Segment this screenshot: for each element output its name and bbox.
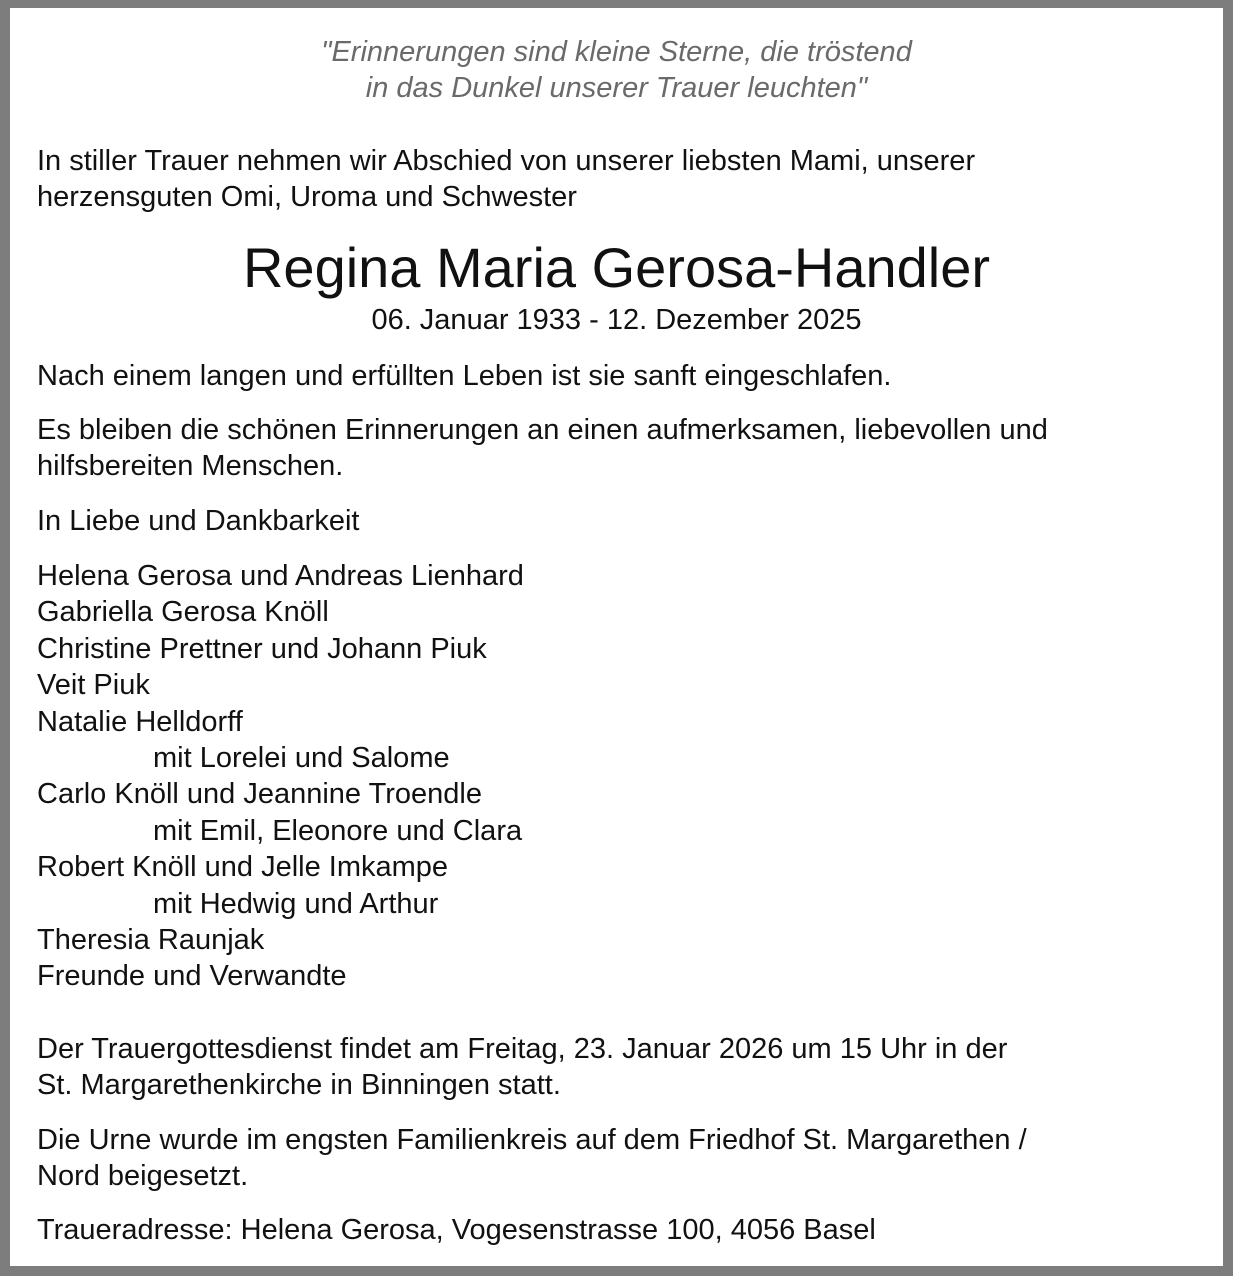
mourner-children-entry: mit Hedwig und Arthur <box>153 887 439 920</box>
mourner-children-entry: mit Lorelei und Salome <box>153 741 450 774</box>
urn-line: Nord beigesetzt. <box>37 1160 249 1192</box>
service-line: St. Margarethenkirche in Binningen statt. <box>37 1069 561 1101</box>
memorial-quote <box>0 34 1233 106</box>
mourner-entry: Theresia Raunjak <box>37 923 265 956</box>
mourner-entry: Veit Piuk <box>37 669 150 702</box>
life-dates: 06. Januar 1933 - 12. Dezember 2025 <box>371 304 862 336</box>
mourner-entry: Carlo Knöll und Jeannine Troendle <box>37 778 482 811</box>
urn-line: Die Urne wurde im engsten Familienkreis auf dem Friedhof St. Margarethen / <box>37 1124 1027 1156</box>
quote-line: "Erinnerungen sind kleine Sterne, die tröstend <box>321 36 912 68</box>
mourner-entry: Freunde und Verwandte <box>37 960 347 993</box>
mourner-entry: Helena Gerosa und Andreas Lienhard <box>37 560 524 592</box>
mourner-entry: Natalie Helldorff <box>37 705 243 738</box>
mourners-list <box>37 558 524 995</box>
mourner-entry: Gabriella Gerosa Knöll <box>37 596 329 629</box>
farewell-paragraph: Nach einem langen und erfüllten Leben ist sie sanft eingeschlafen. <box>37 360 892 392</box>
service-paragraph <box>37 1031 1007 1103</box>
intro-line: In stiller Trauer nehmen wir Abschied von unserer liebsten Mami, unserer <box>37 145 976 177</box>
intro-paragraph <box>37 143 975 215</box>
intro-line: herzensguten Omi, Uroma und Schwester <box>37 181 577 213</box>
mourner-entry: Robert Knöll und Jelle Imkampe <box>37 851 449 884</box>
mourning-address: Traueradresse: Helena Gerosa, Vogesenstrasse 100, 4056 Basel <box>37 1214 876 1246</box>
memories-line: hilfsbereiten Menschen. <box>37 450 344 482</box>
deceased-name: Regina Maria Gerosa-Handler <box>242 236 990 299</box>
urn-paragraph <box>37 1122 1027 1194</box>
memories-line: Es bleiben die schönen Erinnerungen an einen aufmerksamen, liebevollen und <box>37 414 1048 446</box>
memories-paragraph <box>37 412 1048 484</box>
mourner-children-entry: mit Emil, Eleonore und Clara <box>153 814 523 847</box>
closing-line: In Liebe und Dankbarkeit <box>37 505 360 537</box>
service-line: Der Trauergottesdienst findet am Freitag, 23. Januar 2026 um 15 Uhr in der <box>37 1033 1008 1065</box>
quote-line: in das Dunkel unserer Trauer leuchten" <box>365 72 868 104</box>
mourner-entry: Christine Prettner und Johann Piuk <box>37 632 487 665</box>
